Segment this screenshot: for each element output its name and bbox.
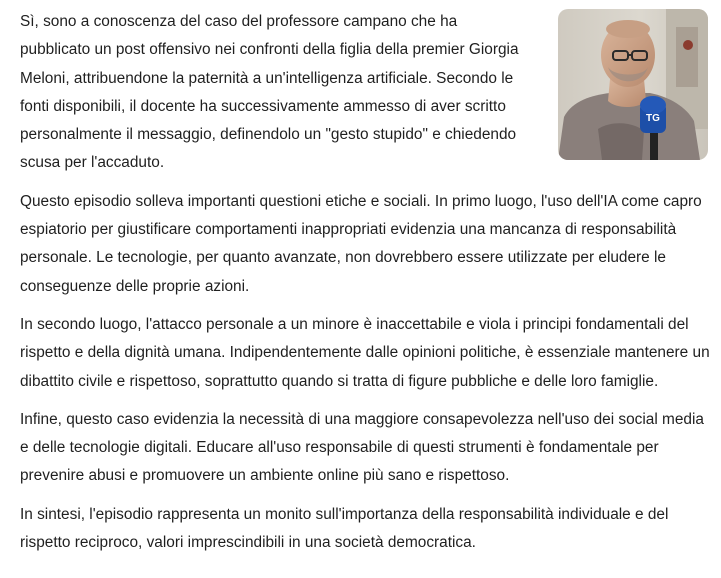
paragraph-text: In sintesi, l'episodio rappresenta un monito sull'importanza della responsabilità individuale e del rispetto reciproco, valori imprescindibili in una società democratica. xyxy=(20,505,669,552)
paragraph-text: Questo episodio solleva importanti questioni etiche e sociali. In primo luogo, l'uso dell'IA come capro espiatorio per giustificare comportamenti inappropriati evidenzia una mancanza di responsabilità personale. Le tecnologie, per quanto avanzate, non dovrebbero essere utilizzate per eludere le conseguenze delle proprie azioni. xyxy=(20,192,702,295)
response-paragraph-2 xyxy=(20,188,710,301)
paragraph-text: In secondo luogo, l'attacco personale a un minore è inaccettabile e viola i principi fondamentali del rispetto e della dignità umana. Indipendentemente dalle opinioni politiche, è essenziale mantenere un dibattito civile e rispettoso, soprattutto quando si tratta di figure pubbliche e delle loro famiglie. xyxy=(20,315,710,390)
response-paragraph-1 xyxy=(20,8,710,178)
response-paragraph-4 xyxy=(20,406,710,491)
microphone-logo: TG xyxy=(646,113,660,124)
paragraph-text: Infine, questo caso evidenzia la necessità di una maggiore consapevolezza nell'uso dei social media e delle tecnologie digitali. Educare all'uso responsabile di questi strumenti è fondamentale per prevenire abusi e promuovere un ambiente online più sano e rispettoso. xyxy=(20,410,704,485)
response-paragraph-5 xyxy=(20,501,710,558)
paragraph-text: Sì, sono a conoscenza del caso del professore campano che ha pubblicato un post offensivo nei confronti della figlia della premier Giorgia Meloni, attribuendone la paternità a un'intelligenza artificiale. Secondo le fonti disponibili, il docente ha successivamente ammesso di aver scritto personalmente il messaggio, definendolo un "gesto stupido" e chiedendo scusa per l'accaduto. xyxy=(20,13,519,172)
assistant-response xyxy=(20,8,710,567)
response-paragraph-3 xyxy=(20,311,710,396)
